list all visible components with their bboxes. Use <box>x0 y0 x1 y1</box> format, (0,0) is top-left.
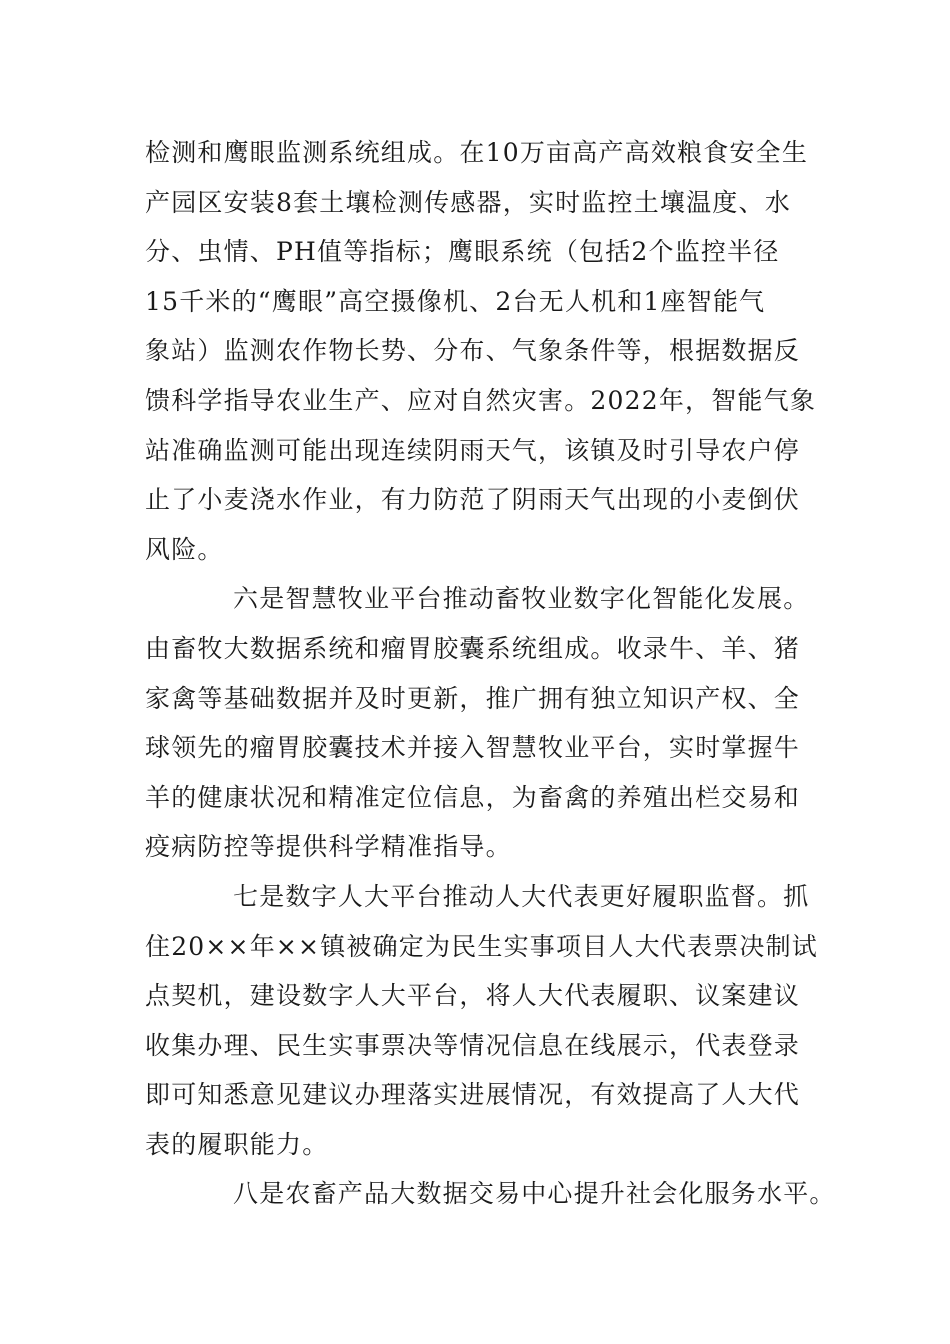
text-line: 收集办理、民生实事票决等情况信息在线展示，代表登录 <box>145 1030 801 1060</box>
paragraph-heading-seven: 七是数字人大平台推动人大代表更好履职监督。抓 <box>233 881 810 911</box>
paragraph-heading-eight: 八是农畜产品大数据交易中心提升社会化服务水平。 <box>233 1179 836 1209</box>
text-line: 住20××年××镇被确定为民生实事项目人大代表票决制试 <box>145 931 819 961</box>
document-body <box>145 128 845 1219</box>
text-line: 即可知悉意见建议办理落实进展情况，有效提高了人大代 <box>145 1080 801 1110</box>
text-line: 象站）监测农作物长势、分布、气象条件等，根据数据反 <box>145 336 801 366</box>
text-line: 馈科学指导农业生产、应对自然灾害。2022年，智能气象 <box>145 385 817 415</box>
text-line: 产园区安装8套土壤检测传感器，实时监控土壤温度、水 <box>145 187 791 217</box>
text-line: 止了小麦浇水作业，有力防范了阴雨天气出现的小麦倒伏 <box>145 485 801 515</box>
text-line: 点契机，建设数字人大平台，将人大代表履职、议案建议 <box>145 981 801 1011</box>
text-line: 风险。 <box>145 534 224 564</box>
text-line: 15千米的“鹰眼”高空摄像机、2台无人机和1座智能气 <box>145 286 766 316</box>
text-line: 检测和鹰眼监测系统组成。在10万亩高产高效粮食安全生 <box>145 138 809 167</box>
paragraph-heading-six: 六是智慧牧业平台推动畜牧业数字化智能化发展。 <box>233 584 810 614</box>
text-line: 球领先的瘤胃胶囊技术并接入智慧牧业平台，实时掌握牛 <box>145 733 801 763</box>
text-line: 家禽等基础数据并及时更新，推广拥有独立知识产权、全 <box>145 683 801 713</box>
text-line: 由畜牧大数据系统和瘤胃胶囊系统组成。收录牛、羊、猪 <box>145 633 801 663</box>
text-line: 表的履职能力。 <box>145 1129 329 1159</box>
text-line: 疫病防控等提供科学精准指导。 <box>145 832 512 862</box>
text-line: 站准确监测可能出现连续阴雨天气，该镇及时引导农户停 <box>145 435 801 465</box>
text-line: 羊的健康状况和精准定位信息，为畜禽的养殖出栏交易和 <box>145 782 801 812</box>
text-line: 分、虫情、PH值等指标；鹰眼系统（包括2个监控半径 <box>145 237 780 267</box>
